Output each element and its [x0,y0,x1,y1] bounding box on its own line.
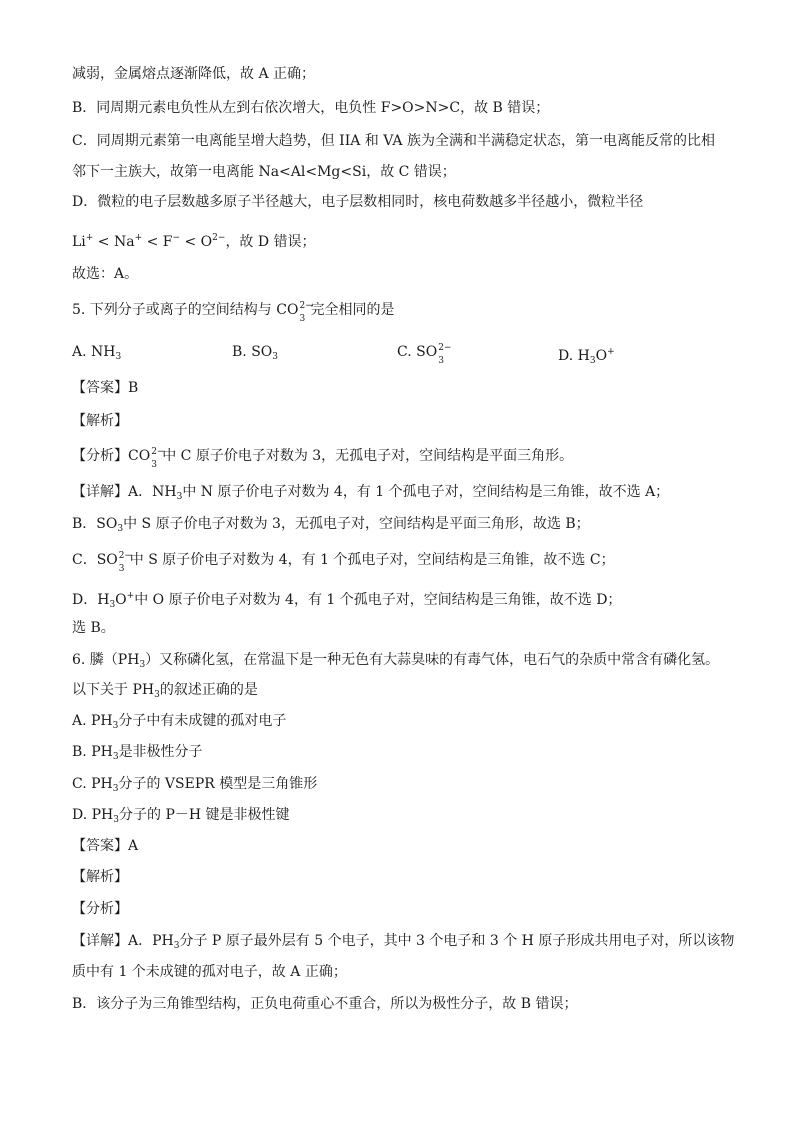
q5-xiangjie-d: D．$H_3O^+$中 O 原子价电子对数为 4，有 1 个孤电子对，空间结构是三角锥，故不选 D； [72,591,622,610]
co3-charge: 2− 3 [299,301,313,324]
radius-inequality [72,228,316,252]
q6-xiangjie-1: 【详解】A．$PH_3$分子 P 原子最外层有 5 个电子，其中 3 个电子和 3 个 H 原子形成共用电子对，所以该物 [72,933,735,951]
lt-sign: < [146,234,159,250]
q6-jiexi: 【解析】 [72,869,128,885]
line-1: 减弱，金属熔点逐渐降低，故 A 正确； [72,66,316,82]
q5-fenxi: 【分析】CO 2− 3 中 C 原子价电子对数为 3，无孤电子对，空间结构是平面三角形。 [72,447,574,470]
q6-option-d: D. $PH_3$分子的 P－H 键是非极性键 [72,807,290,825]
q5-option-c: C. SO 2− 3 [397,343,452,366]
q5-text: 5. 下列分子或离子的空间结构与 CO [72,302,299,318]
q5-answer: 【答案】B [72,380,139,396]
line-5: D．微粒的电子层数越多原子半径越大，电子层数相同时，核电荷数越多半径越小，微粒半径 [72,194,644,210]
ion-li: Li [72,234,86,250]
question-6-line-2: 以下关于 $PH_3$的叙述正确的是 [72,682,258,700]
q5-text-end: 完全相同的是 [310,302,395,318]
q5-xiangjie-c: C．SO 2− 3 中 S 原子价电子对数为 4，有 1 个孤电子对，空间结构是三角锥，故不选 C； [72,551,615,574]
q6-option-c: C. $PH_3$分子的 VSEPR 模型是三角锥形 [72,776,318,794]
line-2: B．同周期元素电负性从左到右依次增大，电负性 F>O>N>C，故 B 错误； [72,100,550,116]
q5-xiangjie-b: B．$SO_3$中 S 原子价电子对数为 3，无孤电子对，空间结构是平面三角形，故选 B； [72,516,590,534]
charge-minus: − [172,233,181,243]
question-5 [72,300,395,324]
q5-end: 选 B。 [72,620,115,636]
ion-o: O [200,234,213,250]
q5-option-a: A. $NH_3$ [72,344,122,362]
q5-xiangjie-a: 【详解】A．$NH_3$中 N 原子价电子对数为 4，有 1 个孤电子对，空间结构是三角锥，故不选 A； [72,484,670,502]
q6-option-b: B. $PH_3$是非极性分子 [72,744,203,762]
q5-option-d: D. $H_3O^+$ [558,347,615,366]
q6-xiangjie-2: 质中有 1 个未成键的孤对电子，故 A 正确； [72,964,347,980]
q6-option-a: A. $PH_3$分子中有未成键的孤对电子 [72,713,287,731]
lt-sign: < [97,234,110,250]
q5-option-b: B. $SO_3$ [232,344,278,362]
line-7: 故选：A。 [72,266,139,282]
line-6-suffix: ，故 D 错误； [225,234,316,250]
q6-answer: 【答案】A [72,838,139,854]
question-6-line-1: 6. 膦$(PH_3)$又称磷化氢，在常温下是一种无色有大蒜臭味的有毒气体，电石气的杂质中常含有磷化氢。 [72,652,720,670]
charge-two-minus: 2− [212,233,226,243]
charge-plus: + [134,233,143,243]
ion-na: Na [113,234,135,250]
line-4: 邻下一主族大，故第一电离能 Na<Al<Mg<Si，故 C 错误； [72,164,456,180]
q6-fenxi: 【分析】 [72,901,128,917]
ion-f: F [162,234,173,250]
line-3: C．同周期元素第一电离能呈增大趋势，但 IIA 和 VA 族为全满和半满稳定状态，第一电离能反常的比相 [72,133,715,149]
q6-xiangjie-b: B．该分子为三角锥型结构，正负电荷重心不重合，所以为极性分子，故 B 错误； [72,996,578,1012]
lt-sign: < [184,234,197,250]
q5-jiexi: 【解析】 [72,413,128,429]
charge-plus: + [85,233,94,243]
